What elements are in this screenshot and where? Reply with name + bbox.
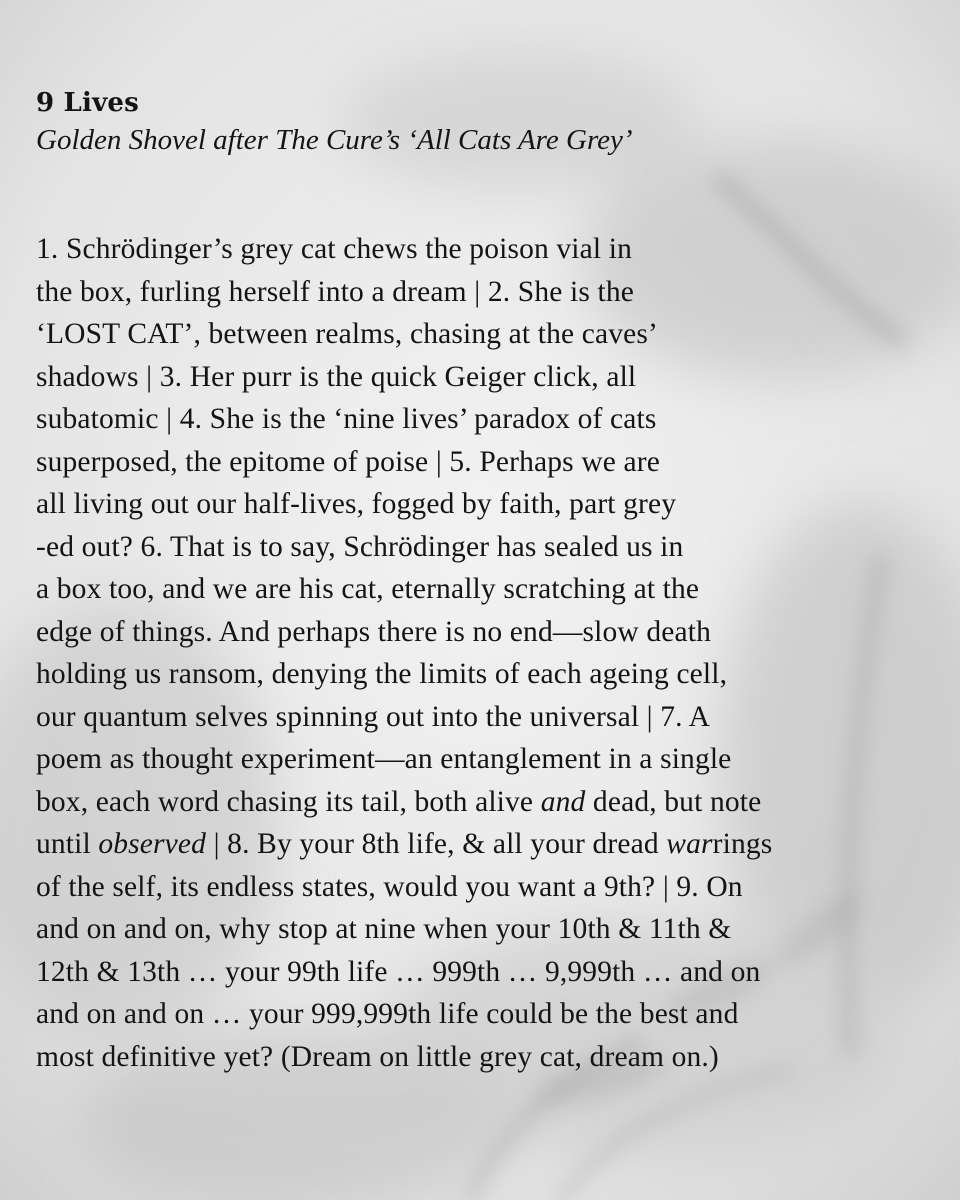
poem-line (36, 993, 936, 1036)
line-text: the box, furling herself into a dream | 2. She is the (36, 275, 634, 308)
italic-text: and (540, 785, 586, 818)
line-text: | 8. By your 8th life, & all your dread (206, 828, 667, 860)
poem-line (36, 908, 936, 951)
poem-line (36, 1036, 936, 1079)
line-text: subatomic | 4. She is the ‘nine lives’ paradox of cats (36, 403, 657, 435)
poem-title: 9 Lives (36, 88, 139, 118)
poem-line (36, 823, 936, 866)
line-text: edge of things. And perhaps there is no end—slow death (36, 615, 711, 648)
poem-line (36, 951, 936, 994)
poem-line (36, 611, 936, 654)
line-text: superposed, the epitome of poise | 5. Perhaps we are (36, 445, 661, 478)
poem-line (36, 738, 936, 781)
line-text: box, each word chasing its tail, both alive (36, 785, 541, 818)
poem (36, 86, 936, 1078)
line-text: and on and on, why stop at nine when your 10th & 11th & (36, 913, 732, 945)
line-text: dead, but note (585, 785, 762, 818)
line-text: and on and on … your 999,999th life could be the best and (36, 998, 739, 1030)
line-text: poem as thought experiment—an entanglement in a single (36, 743, 732, 775)
line-text: -ed out? 6. That is to say, Schrödinger has sealed us in (36, 530, 684, 563)
italic-text: observed (98, 828, 207, 860)
poem-line (36, 356, 936, 399)
poem-line (36, 398, 936, 441)
poem-line (36, 653, 936, 696)
line-text: holding us ransom, denying the limits of each ageing cell, (36, 658, 728, 690)
line-text: a box too, and we are his cat, eternally scratching at the (36, 573, 700, 605)
line-text: all living out our half-lives, fogged by faith, part grey (36, 488, 677, 520)
line-text: until (36, 828, 99, 860)
line-text: 1. Schrödinger’s grey cat chews the poison vial in (36, 233, 633, 265)
line-text: 12th & 13th … your 99th life … 999th … 9,999th … and on (36, 955, 761, 988)
poem-line (36, 696, 936, 739)
poem-body (36, 228, 936, 1078)
poem-line (36, 781, 936, 824)
poem-line (36, 568, 936, 611)
line-text: our quantum selves spinning out into the universal | 7. A (36, 700, 711, 733)
italic-text: war (666, 828, 713, 860)
poem-line (36, 526, 936, 569)
line-text: most definitive yet? (Dream on little grey cat, dream on.) (36, 1040, 719, 1073)
poem-line (36, 483, 936, 526)
line-text: shadows | 3. Her purr is the quick Geiger click, all (36, 360, 637, 393)
line-text: ‘LOST CAT’, between realms, chasing at the caves’ (36, 318, 659, 350)
poem-line (36, 313, 936, 356)
line-text: rings (712, 828, 773, 860)
poem-line (36, 228, 936, 271)
poem-line (36, 866, 936, 909)
poem-line (36, 441, 936, 484)
poem-subtitle: Golden Shovel after The Cure’s ‘All Cats Are Grey’ (36, 124, 633, 156)
line-text: of the self, its endless states, would you want a 9th? | 9. On (36, 870, 743, 903)
poem-line (36, 271, 936, 314)
